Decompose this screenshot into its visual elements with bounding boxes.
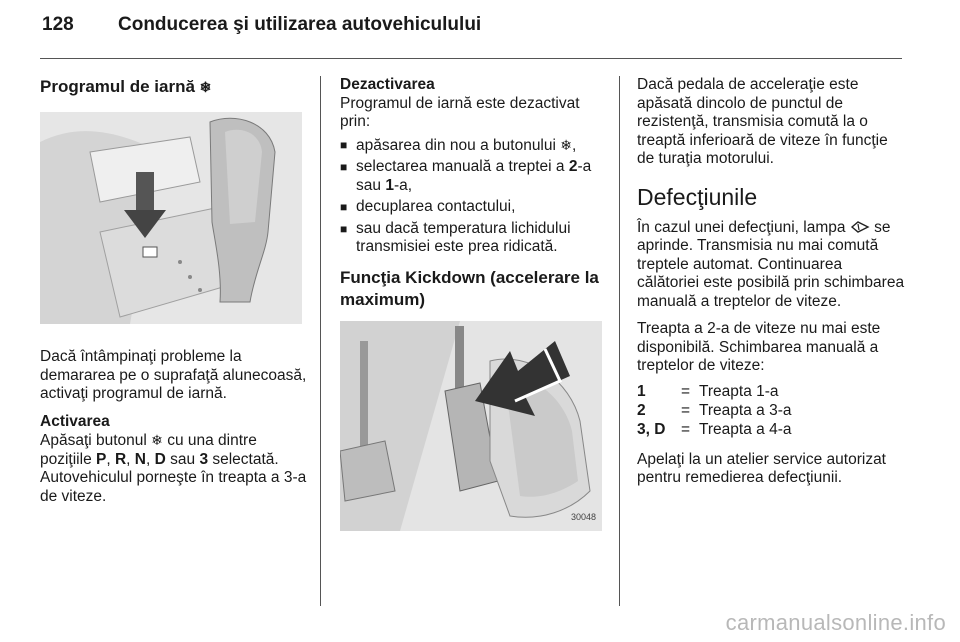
separator: ,: [106, 450, 115, 468]
figure-kickdown-pedal: [340, 321, 602, 531]
gear-position-p: P: [96, 450, 107, 468]
column-divider-1: [320, 76, 321, 606]
paragraph-deactivation-intro: Programul de iarnă este dezactivat prin:: [340, 94, 580, 130]
gear-row: [637, 382, 791, 401]
deactivation-list: [340, 136, 608, 257]
gear-selector-illustration: [40, 112, 302, 324]
gear-equals: =: [681, 382, 691, 400]
gear-position-d: D: [154, 450, 166, 468]
gear-equals: =: [681, 420, 691, 438]
page-header: [42, 14, 481, 44]
separator: sau: [165, 450, 200, 468]
gear-position-r: R: [114, 450, 127, 468]
activation-text-1: Apăsaţi butonul: [40, 432, 152, 449]
paragraph-manual-shift: Treapta a 2-a de viteze nu mai este disponibilă. Schimbarea manuală a treptelor de viteze:: [637, 320, 881, 374]
column-3: [637, 76, 905, 497]
gear-value: Treapta a 4-a: [699, 420, 792, 438]
snowflake-icon: ❄: [199, 79, 212, 95]
activation-text-3: selectată. Autovehiculul porneşte în treapta a 3-a de viteze.: [40, 450, 307, 505]
gear-value: Treapta 1-a: [699, 382, 779, 400]
list-item-text: apăsarea din nou a butonului: [356, 136, 561, 154]
paragraph-kickdown: Dacă pedala de acceleraţie este apăsată dincolo de punctul de rezistenţă, transmisia comută la o treaptă inferioară de viteze în funcţie de turaţia motorului.: [637, 76, 888, 167]
faults-text-2: se aprinde. Transmisia nu mai comută treptele automat. Continuarea călătoriei este posibilă prin schimbarea manuală a treptelor de viteze.: [637, 218, 905, 310]
gear-equals: =: [681, 401, 691, 419]
gear-position-3: 3: [199, 450, 209, 468]
page-number: 128: [42, 14, 74, 35]
gear-key: 3, D: [637, 420, 666, 438]
page-title: Conducerea şi utilizarea autovehiculului: [118, 14, 482, 35]
gear-row: [637, 401, 791, 420]
gear-key: 2: [637, 401, 646, 419]
header-divider: [40, 58, 902, 59]
column-divider-2: [619, 76, 620, 606]
paragraph-service: Apelaţi la un atelier service autorizat pentru remedierea defecţiunii.: [637, 450, 886, 486]
gear-row: [637, 420, 791, 439]
gear-number: 2: [568, 158, 578, 175]
gear-position-n: N: [134, 450, 146, 468]
section-heading-kickdown: Funcţia Kickdown (accelerare la maximum): [340, 267, 599, 309]
subheading-activation: Activarea: [40, 412, 110, 430]
list-item: ■ decuplarea contactului,: [340, 198, 608, 217]
gear-table: [637, 382, 791, 439]
paragraph-faults: [637, 219, 905, 312]
section-heading-winter-program: [40, 76, 308, 98]
figure-number: 30048: [570, 512, 596, 522]
list-item: [340, 158, 608, 195]
list-item-text: -a sau: [356, 158, 592, 194]
paragraph-activation: [40, 431, 308, 506]
activation-text-2: cu una dintre poziţiile: [40, 432, 257, 468]
section-heading-faults: Defecţiunile: [637, 183, 758, 210]
list-item-text: -a,: [393, 176, 413, 194]
gear-value: Treapta a 3-a: [699, 401, 792, 419]
subheading-deactivation: Dezactivarea: [340, 76, 435, 93]
faults-text-1: În cazul unei defecţiuni, lampa: [637, 218, 850, 236]
column-1: [40, 76, 308, 515]
section-heading-text: Programul de iarnă: [40, 77, 195, 96]
transmission-warning-icon: [850, 219, 870, 236]
list-item-text: selectarea manuală a treptei a: [356, 158, 569, 175]
list-item: ■ sau dacă temperatura lichidului transmisiei este prea ridicată.: [340, 220, 608, 257]
snowflake-icon: ❄: [151, 432, 163, 448]
list-item-text: ,: [571, 136, 577, 154]
paragraph-winter-intro: Dacă întâmpinaţi probleme la demararea pe o suprafaţă alunecoasă, activaţi programul de iarnă.: [40, 348, 307, 402]
gear-key: 1: [637, 382, 646, 400]
separator: ,: [126, 450, 135, 468]
figure-gear-selector: [40, 112, 302, 324]
pedal-illustration: [340, 321, 602, 531]
watermark: carmanualsonline.info: [725, 610, 946, 635]
separator: ,: [146, 450, 155, 468]
column-2: [340, 76, 608, 531]
snowflake-icon: ❄: [560, 136, 572, 153]
gear-number: 1: [385, 176, 394, 194]
list-item: [340, 136, 608, 156]
